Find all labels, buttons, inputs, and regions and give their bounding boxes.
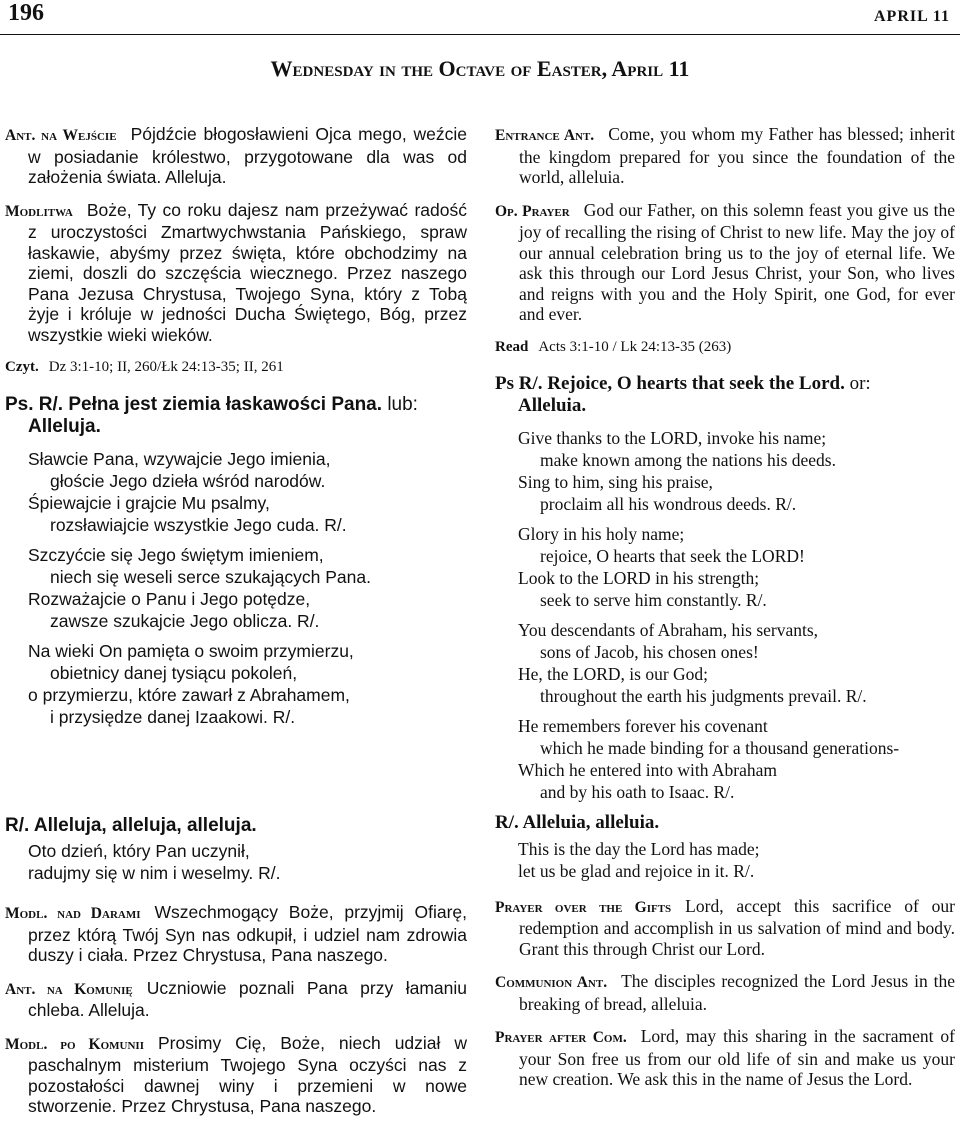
verse-line: Give thanks to the LORD, invoke his name; — [518, 428, 827, 448]
verse-line: i przysiędze danej Izaakowi. R/. — [50, 706, 296, 727]
verse-line: o przymierzu, które zawarł z Abrahamem, — [28, 684, 350, 705]
acclamation-verse — [28, 840, 467, 884]
verse-line: Which he entered into with Abraham — [518, 760, 778, 780]
psalm-response-pl — [5, 394, 467, 438]
verse-line: Szczyćcie się Jego świętym imieniem, — [28, 544, 324, 565]
communion-antiphon-en — [495, 971, 955, 1014]
section-text: Come, you whom my Father has blessed; inherit the kingdom prepared for you since the foundation of the world, alleluia. — [519, 124, 955, 187]
acclamation-en: R/. Alleluia, alleluia. — [495, 812, 660, 833]
section-text: God our Father, on this solemn feast you give us the joy of recalling the rising of Christ to new life. May the joy of our annual celebration bring us to the joy of eternal life. We ask this through our Lord Jesus Christ, your Son, who lives and reigns with you and the Holy Spirit, one God, for ever and ever. — [519, 199, 955, 324]
psalm-alt: Alleluja. — [28, 415, 101, 437]
verse-line: sons of Jacob, his chosen ones! — [540, 642, 759, 662]
verse-line: Sławcie Pana, wzywajcie Jego imienia, — [28, 448, 331, 469]
verse-line: He remembers forever his covenant — [518, 716, 768, 736]
verse-line: głoście Jego dzieła wśród narodów. — [50, 470, 326, 491]
polish-column — [5, 124, 467, 1129]
acclamation-pl: R/. Alleluja, alleluja, alleluja. — [5, 814, 257, 836]
verse-line: Sing to him, sing his praise, — [518, 472, 713, 492]
stanza — [28, 544, 467, 632]
section-label: Entrance Ant. — [495, 127, 595, 144]
verse-line: obietnicy danej tysiącu pokoleń, — [50, 662, 298, 683]
section-text: Pójdźcie błogosławieni Ojca mego, weźcie w posiadanie królestwo, przygotowane dla was od założenia świata. Alleluja. — [28, 124, 467, 187]
verse-line: let us be glad and rejoice in it. R/. — [518, 860, 755, 881]
header-rule — [0, 34, 960, 35]
section-label: Prayer after Com. — [495, 1029, 627, 1046]
verse-line: and by his oath to Isaac. R/. — [540, 782, 735, 802]
prayer-after-communion-pl — [5, 1033, 467, 1117]
verse-line: Śpiewajcie i grajcie Mu psalmy, — [28, 492, 270, 513]
stanza — [518, 523, 955, 611]
section-text: Lord, accept this sacrifice of our redemption and accomplish in us salvation of mind and body. Grant this through Christ our Lord. — [519, 895, 955, 959]
entrance-antiphon-pl — [5, 124, 467, 188]
section-label: Modl. nad Darami — [5, 905, 141, 922]
verse-line: rejoice, O hearts that seek the LORD! — [540, 546, 805, 566]
spacer — [5, 736, 467, 788]
verse-line: Rozważajcie o Panu i Jego potędze, — [28, 588, 311, 609]
psalm-response: Pełna jest ziemia łaskawości Pana. — [68, 393, 383, 415]
verse-line: rozsławiajcie wszystkie Jego cuda. R/. — [50, 514, 347, 535]
section-text: Boże, Ty co roku dajesz nam przeżywać radość z uroczystości Zmartwychwstania Pańskiego, spraw łaskawie, abyśmy przez święta, które obchodzimy na ziemi, doszli do szczęścia wiecznego. Przez naszego Pana Jezusa Chrystusa, Twojego Syna, który z Tobą żyje i króluje w jedności Ducha Świętego, Bóg, przez wszystkie wieki wieków. — [28, 199, 467, 345]
psalm-or: or: — [849, 373, 871, 394]
english-column — [495, 124, 955, 1102]
psalm-response-en — [495, 373, 955, 417]
verse-line: niech się weseli serce szukających Pana. — [50, 566, 371, 587]
verse-line: Look to the LORD in his strength; — [518, 568, 760, 588]
section-text: Lord, may this sharing in the sacrament of your Son free us from our old life of sin and make us your new creation. We ask this in the name of Jesus the Lord. — [519, 1026, 956, 1089]
section-text: The disciples recognized the Lord Jesus in the breaking of bread, alleluia. — [519, 971, 955, 1014]
verse-line: throughout the earth his judgments prevail. R/. — [540, 686, 867, 706]
verse-line: Na wieki On pamięta o swoim przymierzu, — [28, 640, 354, 661]
psalm-response: Rejoice, O hearts that seek the Lord. — [547, 373, 845, 394]
psalm-or: lub: — [387, 393, 418, 415]
collect-pl — [5, 200, 467, 346]
section-text: Wszechmogący Boże, przyjmij Ofiarę, przez którą Twój Syn nas odkupił, i udziel nam zdrowia duszy i ciała. Przez Chrystusa, Pana naszego. — [28, 902, 467, 965]
communion-antiphon-pl — [5, 978, 467, 1021]
section-text: Uczniowie poznali Pana przy łamaniu chleba. Alleluja. — [28, 977, 467, 1020]
verse-line: radujmy się w nim i weselmy. R/. — [28, 863, 281, 883]
stanza — [518, 619, 955, 707]
section-text: Prosimy Cię, Boże, niech udział w paschalnym misterium Twojego Syna oczyści nas z pozostałości dawnej winy i przemieni w nowe stworzenie. Przez Chrystusa, Pana naszego. — [28, 1032, 468, 1116]
reading-label: Read — [495, 338, 529, 355]
stanza — [518, 427, 955, 515]
verse-line: You descendants of Abraham, his servants, — [518, 620, 819, 640]
page-title: Wednesday in the Octave of Easter, April 11 — [270, 56, 690, 81]
verse-line: He, the LORD, is our God; — [518, 664, 709, 684]
running-head: APRIL 11 — [873, 8, 950, 25]
prayer-over-offerings-pl — [5, 902, 467, 966]
psalm-alt: Alleluia. — [518, 395, 587, 416]
verse-line: Glory in his holy name; — [518, 524, 685, 544]
section-label: Prayer over the Gifts — [495, 898, 672, 916]
section-label: Modl. po Komunii — [5, 1035, 144, 1053]
reading-label: Czyt. — [5, 359, 39, 375]
prayer-after-communion-en — [495, 1026, 955, 1090]
section-label: Ant. na Komunię — [5, 980, 133, 998]
section-label: Op. Prayer — [495, 202, 570, 220]
entrance-antiphon-en — [495, 124, 955, 188]
verse-line: which he made binding for a thousand generations- — [540, 738, 900, 758]
stanza — [28, 640, 467, 728]
verse-line: This is the day the Lord has made; — [518, 838, 760, 859]
prayer-over-gifts-en — [495, 896, 955, 960]
reading-text: Dz 3:1-10; II, 260/Łk 24:13-35; II, 261 — [48, 359, 284, 375]
verse-line: zawsze szukajcie Jego oblicza. R/. — [50, 610, 320, 631]
verse-line: seek to serve him constantly. R/. — [540, 590, 767, 610]
reading-ref-en — [495, 337, 955, 358]
reading-ref-pl — [5, 357, 467, 378]
psalm-prefix: Ps. R/. — [5, 393, 64, 415]
collect-en — [495, 200, 955, 325]
psalm-prefix: Ps R/. — [495, 373, 543, 394]
verse-line: make known among the nations his deeds. — [540, 450, 836, 470]
stanza — [518, 715, 955, 803]
verse-line: proclaim all his wondrous deeds. R/. — [540, 494, 797, 514]
acclamation-verse — [518, 838, 955, 882]
page-number: 196 — [8, 0, 44, 26]
section-label: Ant. na Wejście — [5, 127, 117, 144]
section-label: Modlitwa — [5, 202, 73, 220]
verse-line: Oto dzień, który Pan uczynił, — [28, 841, 250, 861]
reading-text: Acts 3:1-10 / Lk 24:13-35 (263) — [538, 338, 732, 355]
section-label: Communion Ant. — [495, 974, 608, 991]
stanza — [28, 448, 467, 536]
